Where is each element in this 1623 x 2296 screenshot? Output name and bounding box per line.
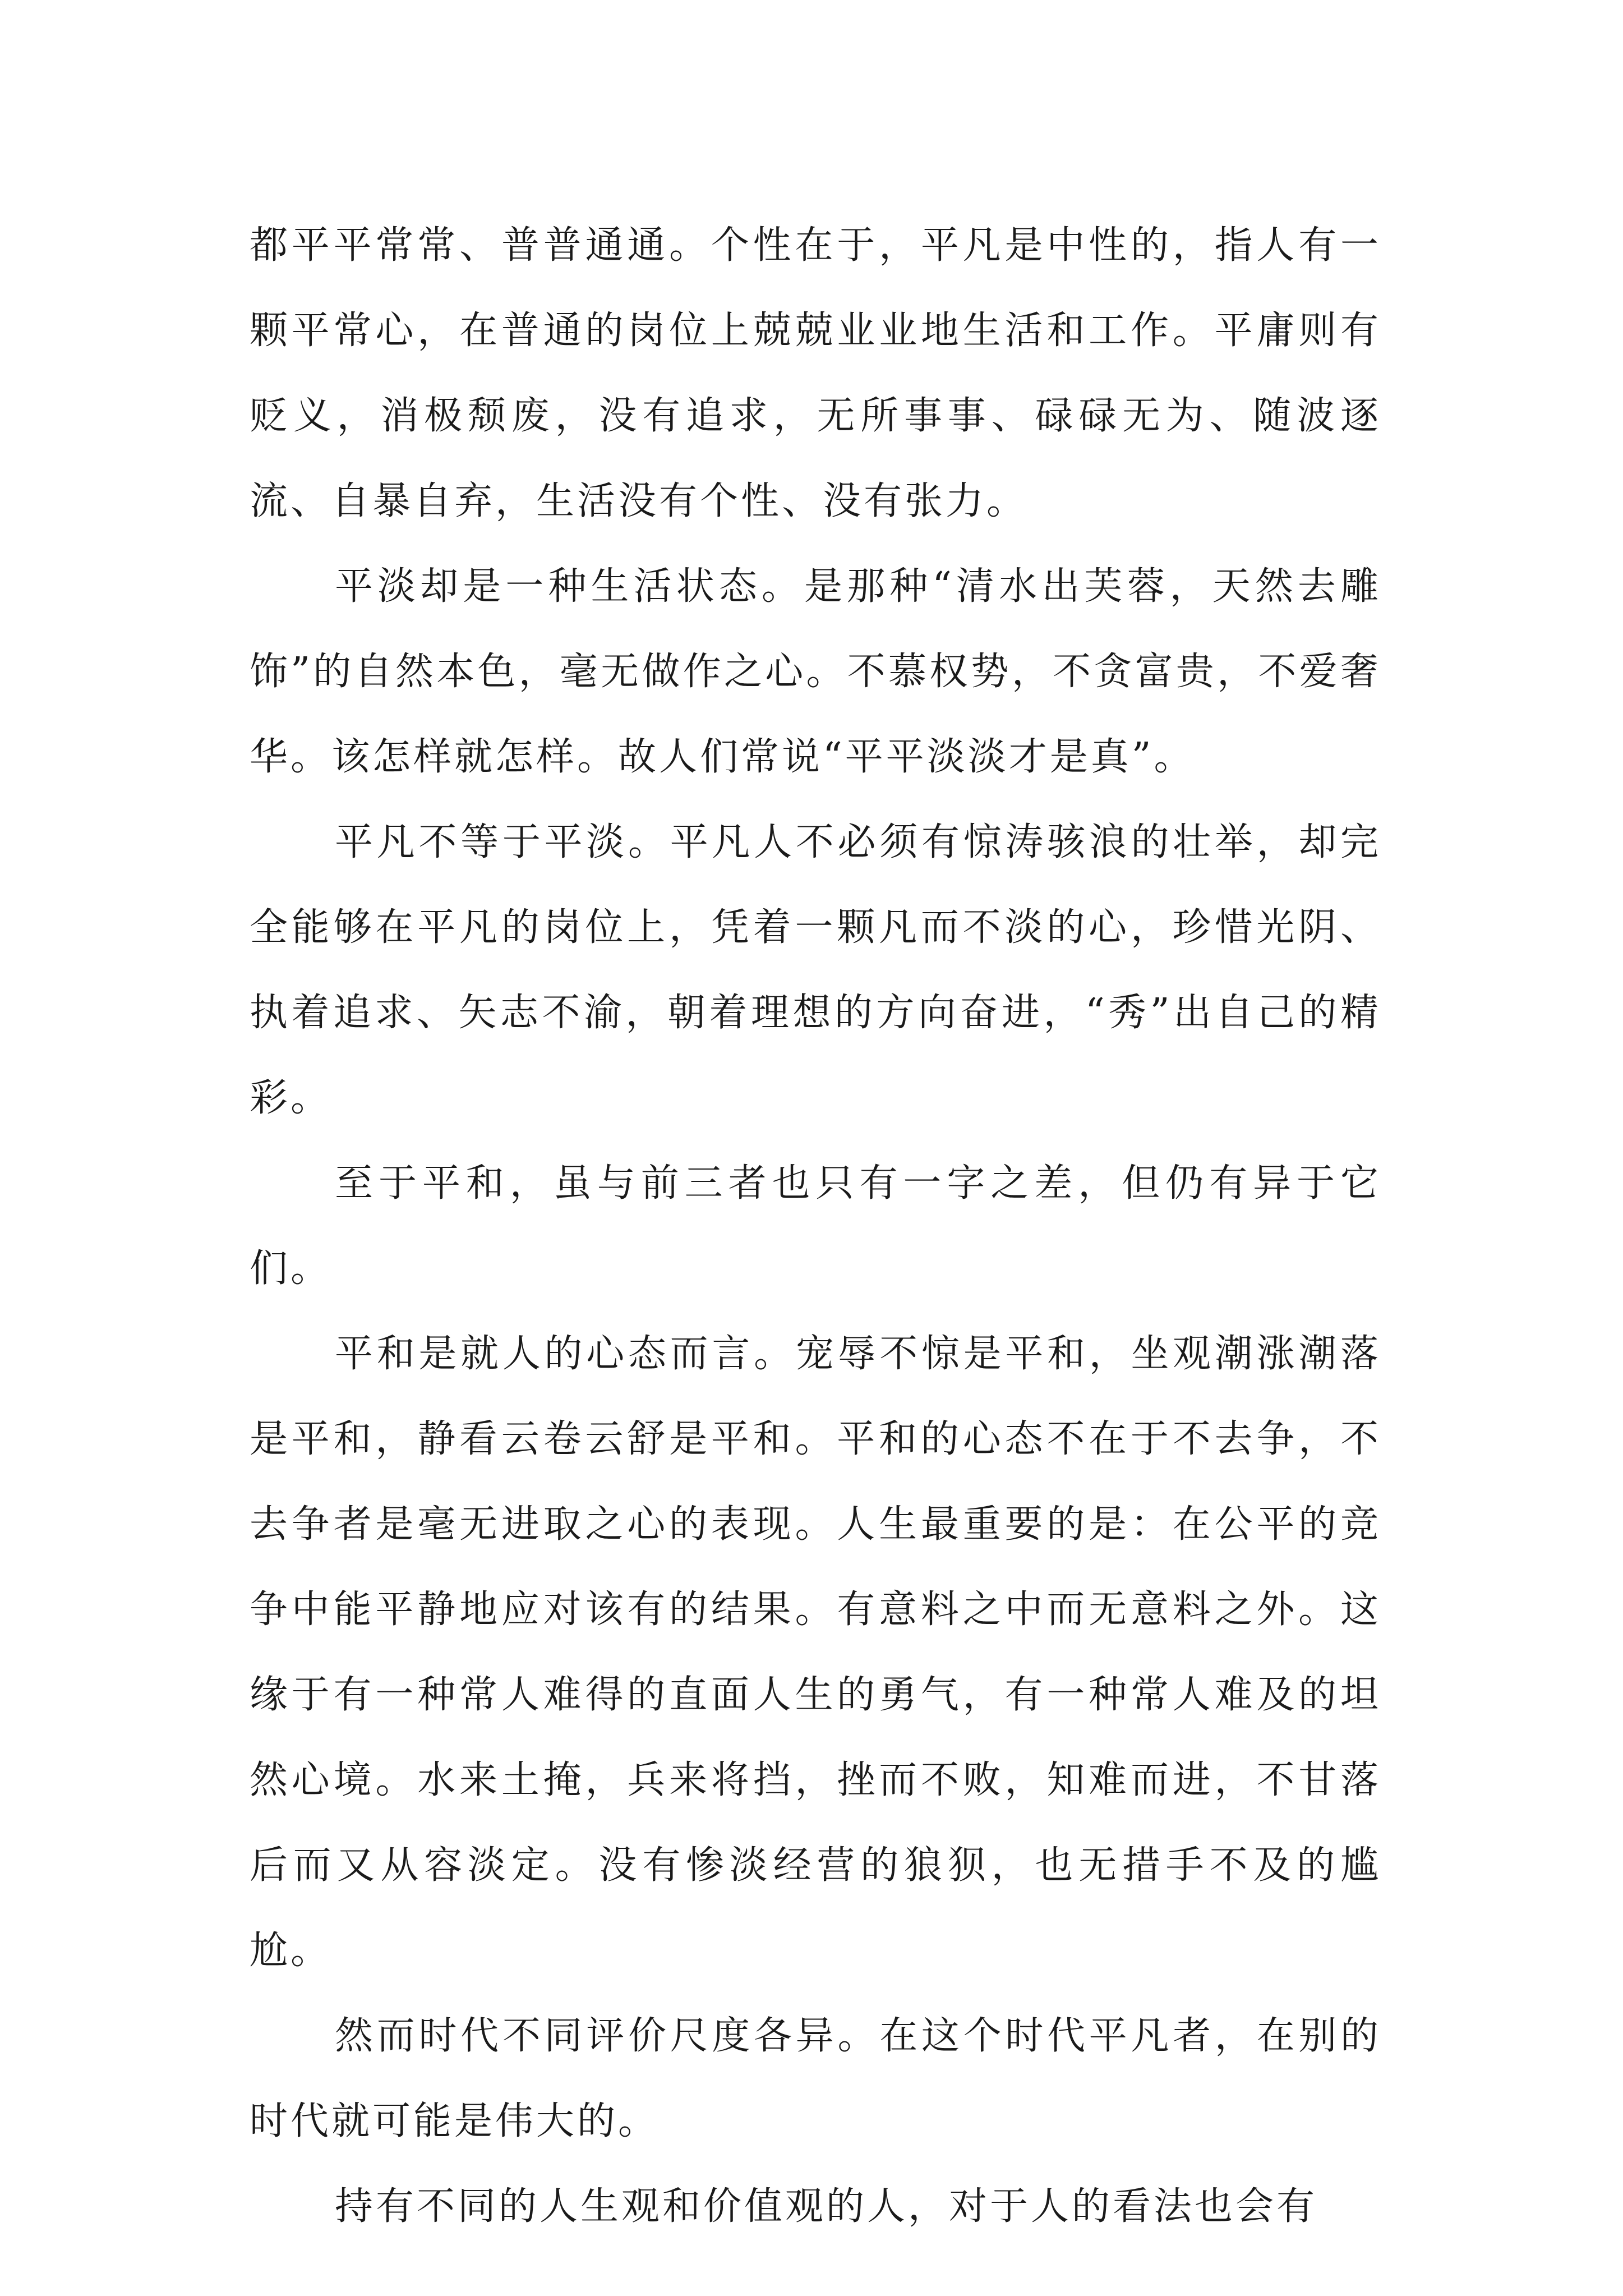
paragraph-6: 然而时代不同评价尺度各异。在这个时代平凡者，在别的时代就可能是伟大的。 <box>250 2014 1381 2143</box>
document-body <box>250 203 1381 2249</box>
paragraph-3: 平凡不等于平淡。平凡人不必须有惊涛骇浪的壮举，却完全能够在平凡的岗位上，凭着一颗凡而不淡的心，珍惜光阴、执着追求、矢志不渝，朝着理想的方向奋进，“秀”出自己的精彩。 <box>250 820 1381 1120</box>
paragraph-7: 持有不同的人生观和价值观的人，对于人的看法也会有 <box>335 2184 1318 2229</box>
paragraph-2: 平淡却是一种生活状态。是那种“清水出芙蓉，天然去雕饰”的自然本色，毫无做作之心。不慕权势，不贪富贵，不爱奢华。该怎样就怎样。故人们常说“平平淡淡才是真”。 <box>250 564 1381 779</box>
paragraph-1: 都平平常常、普普通通。个性在于，平凡是中性的，指人有一颗平常心，在普通的岗位上兢兢业业地生活和工作。平庸则有贬义，消极颓废，没有追求，无所事事、碌碌无为、随波逐流、自暴自弃，生活没有个性、没有张力。 <box>250 223 1381 523</box>
paragraph-5: 平和是就人的心态而言。宠辱不惊是平和，坐观潮涨潮落是平和，静看云卷云舒是平和。平和的心态不在于不去争，不去争者是毫无进取之心的表现。人生最重要的是：在公平的竞争中能平静地应对该有的结果。有意料之中而无意料之外。这缘于有一种常人难得的直面人生的勇气，有一种常人难及的坦然心境。水来土掩，兵来将挡，挫而不败，知难而进，不甘落后而又从容淡定。没有惨淡经营的狼狈，也无措手不及的尴尬。 <box>250 1332 1381 1973</box>
paragraph-4: 至于平和，虽与前三者也只有一字之差，但仍有异于它们。 <box>250 1161 1381 1291</box>
